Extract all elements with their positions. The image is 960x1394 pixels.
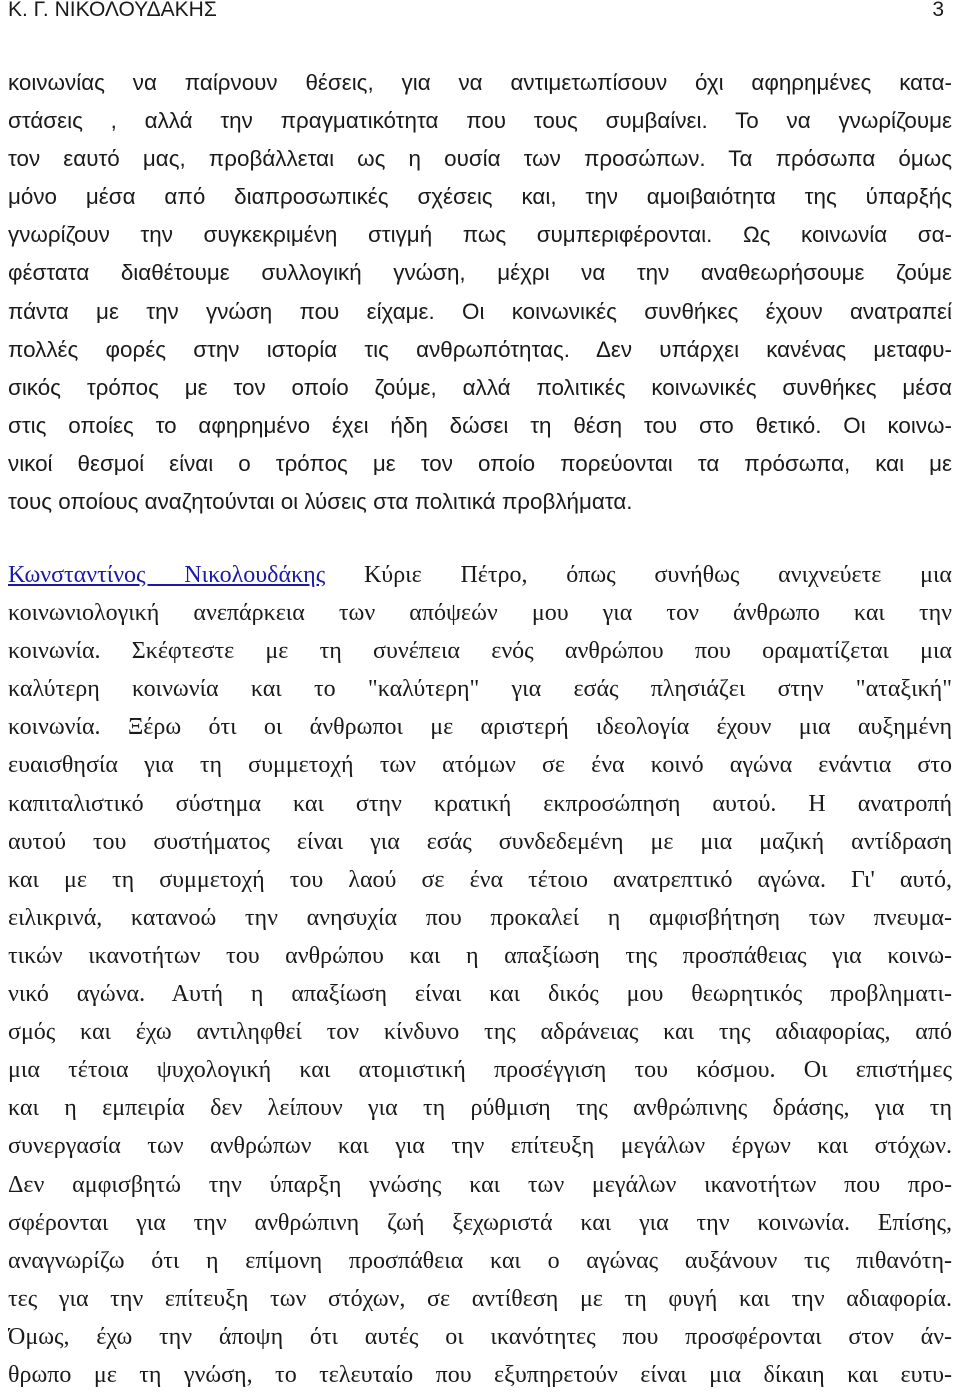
- text-line-first: [8, 556, 952, 594]
- text-line: καλύτερη κοινωνία και το "καλύτερη" για εσάς πλησιάζει στην "αταξική": [8, 676, 952, 703]
- text-line: κοινωνιολογική ανεπάρκεια των απόψεών μου για τον άνθρωπο και την: [8, 600, 952, 627]
- text-line: κοινωνία. Σκέφτεστε με τη συνέπεια ενός ανθρώπου που οραματίζεται μια: [8, 638, 952, 665]
- paragraph-2: [8, 556, 952, 1394]
- text-line: μόνο μέσα από διαπροσωπικές σχέσεις και, την αμοιβαιότητα της ύπαρξής: [8, 184, 952, 210]
- page-header: [0, 0, 944, 24]
- author-link[interactable]: Κωνσταντίνος Νικολουδάκης: [8, 562, 326, 588]
- text-line: ευαισθησία για τη συμμετοχή των ατόμων σε ένα κοινό αγώνα ενάντια στο: [8, 752, 952, 779]
- text-line: σμός και έχω αντιληφθεί τον κίνδυνο της αδράνειας και της αδιαφορίας, από: [8, 1019, 952, 1046]
- running-header-author: Κ. Γ. ΝΙΚΟΛΟΥΔΑΚΗΣ: [8, 0, 217, 21]
- text-line: κοινωνία. Ξέρω ότι οι άνθρωποι με αριστερή ιδεολογία έχουν μια αυξημένη: [8, 714, 952, 741]
- text-line: τον εαυτό μας, προβάλλεται ως η ουσία των προσώπων. Τα πρόσωπα όμως: [8, 146, 952, 172]
- text-line: τες για την επίτευξη των στόχων, σε αντίθεση με τη φυγή και την αδιαφορία.: [8, 1285, 952, 1312]
- text-line: τικών ικανοτήτων του ανθρώπου και η απαξίωση της προσπάθειας για κοινω-: [8, 942, 952, 969]
- text-line: καπιταλιστικό σύστημα και στην κρατική εκπροσώπηση αυτού. Η ανατροπή: [8, 790, 952, 817]
- text-line: Όμως, έχω την άποψη ότι αυτές οι ικανότητες που προσφέρονται στον άν-: [8, 1323, 952, 1350]
- text-line: μια τέτοια ψυχολογική και ατομιστική προσέγγιση του κόσμου. Οι επιστήμες: [8, 1057, 952, 1084]
- text-line: στις οποίες το αφηρημένο έχει ήδη δώσει τη θέση του στο θετικό. Οι κοινω-: [8, 412, 952, 438]
- page-number: 3: [932, 0, 944, 21]
- text-line-rest: Κύριε Πέτρο, όπως συνήθως ανιχνεύετε μια: [325, 562, 952, 588]
- text-line: σικός τρόπος με τον οποίο ζούμε, αλλά πολιτικές κοινωνικές συνθήκες μέσα: [8, 374, 952, 400]
- text-line: στάσεις , αλλά την πραγματικότητα που τους συμβαίνει. Το να γνωρίζουμε: [8, 108, 952, 134]
- text-line: συνεργασία των ανθρώπων και για την επίτευξη μεγάλων έργων και στόχων.: [8, 1133, 952, 1160]
- text-line: ειλικρινά, κατανοώ την ανησυχία που προκαλεί η αμφισβήτηση των πνευμα-: [8, 904, 952, 931]
- text-line: κοινωνίας να παίρνουν θέσεις, για να αντιμετωπίσουν όχι αφηρημένες κατα-: [8, 70, 952, 95]
- text-line: νικό αγώνα. Αυτή η απαξίωση είναι και δικός μου θεωρητικός προβληματι-: [8, 981, 952, 1008]
- text-line: αυτού του συστήματος είναι για εσάς συνδεδεμένη με μια μαζική αντίδραση: [8, 828, 952, 855]
- text-line: πάντα με την γνώση που είχαμε. Οι κοινωνικές συνθήκες έχουν ανατραπεί: [8, 298, 952, 324]
- text-line: φέστατα διαθέτουμε συλλογική γνώση, μέχρι να την αναθεωρήσουμε ζούμε: [8, 260, 952, 286]
- text-line: θρωπο με τη γνώση, το τελευταίο που εξυπηρετούν είναι μια δίκαιη και ευτυ-: [8, 1361, 952, 1388]
- text-line: πολλές φορές στην ιστορία τις ανθρωπότητας. Δεν υπάρχει κανένας μεταφυ-: [8, 336, 952, 362]
- text-line: νικοί θεσμοί είναι ο τρόπος με τον οποίο πορεύονται τα πρόσωπα, και με: [8, 450, 952, 476]
- paragraph-1: [8, 64, 952, 521]
- text-line: σφέρονται για την ανθρώπινη ζωή ξεχωριστά και για την κοινωνία. Επίσης,: [8, 1209, 952, 1236]
- text-line: τους οποίους αναζητούνται οι λύσεις στα πολιτικά προβλήματα.: [8, 489, 633, 515]
- text-line: Δεν αμφισβητώ την ύπαρξη γνώσης και των μεγάλων ικανοτήτων που προ-: [8, 1171, 952, 1198]
- text-line: και με τη συμμετοχή του λαού σε ένα τέτοιο ανατρεπτικό αγώνα. Γι' αυτό,: [8, 866, 952, 893]
- text-line: και η εμπειρία δεν λείπουν για τη ρύθμιση της ανθρώπινης δράσης, για τη: [8, 1095, 952, 1122]
- text-line: αναγνωρίζω ότι η επίμονη προσπάθεια και ο αγώνας αυξάνουν τις πιθανότη-: [8, 1247, 952, 1274]
- text-line: γνωρίζουν την συγκεκριμένη στιγμή πως συμπεριφέρονται. Ως κοινωνία σα-: [8, 222, 952, 248]
